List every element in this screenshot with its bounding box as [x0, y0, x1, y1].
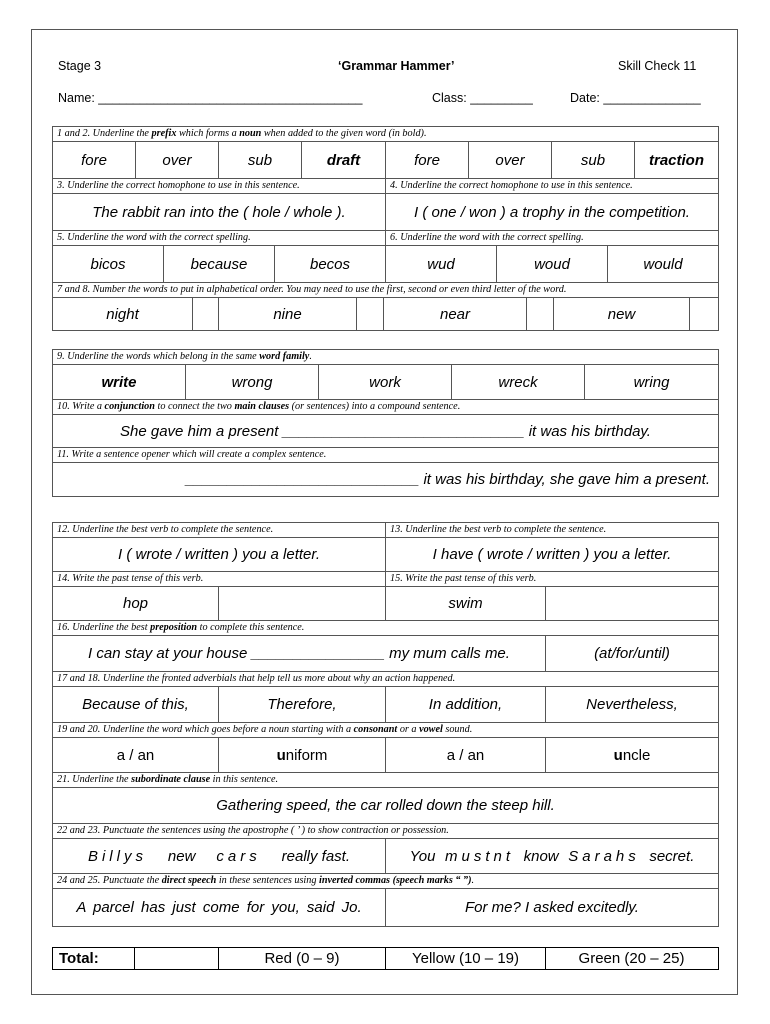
- number-box[interactable]: [527, 298, 554, 330]
- section-2: [52, 349, 719, 497]
- question-16-prompt: 16. Underline the best preposition to complete this sentence.: [53, 621, 718, 636]
- apostrophe-sentence-1[interactable]: Billys new cars really fast.: [53, 839, 386, 873]
- question-7-8-prompt: 7 and 8. Number the words to put in alphabetical order. You may need to use the first, second or even third letter of the word.: [53, 283, 718, 298]
- question-10-prompt: 10. Write a conjunction to connect the two main clauses (or sentences) into a compound sentence.: [53, 400, 718, 415]
- spelling-row: [53, 246, 718, 283]
- question-9-prompt: 9. Underline the words which belong in the same word family .: [53, 350, 718, 365]
- word-option[interactable]: sub: [552, 142, 635, 178]
- preposition-options[interactable]: (at/for/until): [594, 645, 670, 662]
- adverbial-option[interactable]: Because of this,: [53, 687, 219, 722]
- opener-row: [53, 463, 718, 496]
- name-field[interactable]: Name: ______________________________________: [58, 91, 363, 105]
- opener-sentence[interactable]: ____________________________ it was his birthday, she gave him a present.: [185, 471, 710, 488]
- word-option[interactable]: fore: [386, 142, 469, 178]
- question-14-15-prompt: 14. Write the past tense of this verb. 15. Write the past tense of this verb.: [53, 572, 718, 587]
- speech-sentence-2[interactable]: For me? I asked excitedly.: [465, 899, 639, 916]
- question-5-6-prompt: 5. Underline the word with the correct spelling. 6. Underline the word with the correct spelling.: [53, 231, 718, 246]
- verb-sentence-2[interactable]: I have ( wrote / written ) you a letter.: [432, 546, 672, 563]
- past-tense-row: [53, 587, 718, 621]
- verb-row: [53, 538, 718, 572]
- alphabetical-row: [53, 298, 718, 330]
- homophone-sentence-1[interactable]: The rabbit ran into the ( hole / whole ).: [53, 194, 386, 230]
- article-row: [53, 738, 718, 773]
- total-row: [52, 947, 719, 970]
- question-22-23-prompt: 22 and 23. Punctuate the sentences using the apostrophe ( ’ ) to show contraction or possession.: [53, 824, 718, 839]
- adverbial-row: [53, 687, 718, 723]
- word-option[interactable]: wreck: [452, 365, 585, 399]
- number-box[interactable]: [690, 298, 718, 330]
- apostrophe-sentence-2[interactable]: You mustnt know Sarahs secret.: [409, 847, 695, 865]
- word-option[interactable]: wring: [633, 373, 670, 391]
- section-1: [52, 126, 719, 331]
- word-option[interactable]: would: [643, 255, 683, 273]
- total-score-box[interactable]: [135, 948, 219, 969]
- question-17-18-prompt: 17 and 18. Underline the fronted adverbials that help tell us more about why an action happened.: [53, 672, 718, 687]
- word: night: [53, 298, 193, 330]
- yellow-band: Yellow (10 – 19): [386, 948, 546, 969]
- word-option[interactable]: becos: [275, 246, 386, 282]
- word-option[interactable]: over: [469, 142, 552, 178]
- verb-word: swim: [386, 587, 546, 620]
- question-3-4-prompt: 3. Underline the correct homophone to use in this sentence. 4. Underline the correct homophone to use in this sentence.: [53, 179, 718, 194]
- worksheet-title: ‘Grammar Hammer’: [338, 59, 455, 73]
- speech-sentence-1[interactable]: A parcel has just come for you, said Jo.: [53, 889, 386, 926]
- adverbial-option[interactable]: In addition,: [386, 687, 546, 722]
- question-21-prompt: 21. Underline the subordinate clause in this sentence.: [53, 773, 718, 788]
- article-choice[interactable]: a / an: [53, 738, 219, 772]
- adverbial-option[interactable]: Therefore,: [219, 687, 386, 722]
- answer-box[interactable]: [546, 587, 718, 620]
- red-band: Red (0 – 9): [219, 948, 386, 969]
- word-option[interactable]: fore: [53, 142, 136, 178]
- word-option[interactable]: because: [164, 246, 275, 282]
- word-option[interactable]: woud: [497, 246, 608, 282]
- bold-word: draft: [302, 142, 386, 178]
- bold-word: traction: [648, 151, 704, 169]
- question-24-25-prompt: 24 and 25. Punctuate the direct speech in these sentences using inverted commas (speech marks “ ”) .: [53, 874, 718, 889]
- date-field[interactable]: Date: ______________: [570, 91, 701, 105]
- skill-check-label: Skill Check 11: [618, 59, 697, 73]
- adverbial-option[interactable]: Nevertheless,: [586, 696, 678, 713]
- speech-row: [53, 889, 718, 926]
- word-option[interactable]: over: [136, 142, 219, 178]
- homophone-row: [53, 194, 718, 231]
- clause-sentence[interactable]: Gathering speed, the car rolled down the steep hill.: [216, 797, 555, 814]
- word-option[interactable]: wrong: [186, 365, 319, 399]
- apostrophe-row: [53, 839, 718, 874]
- question-1-2-prompt: 1 and 2. Underline the prefix which forms a noun when added to the given word (in bold).: [53, 127, 718, 142]
- word-option[interactable]: wud: [386, 246, 497, 282]
- total-label: Total:: [53, 948, 135, 969]
- word: near: [384, 298, 527, 330]
- word: nine: [219, 298, 357, 330]
- question-12-13-prompt: 12. Underline the best verb to complete the sentence. 13. Underline the best verb to complete the sentence.: [53, 523, 718, 538]
- answer-box[interactable]: [219, 587, 386, 620]
- noun-word: u niform: [219, 738, 386, 772]
- preposition-row: [53, 636, 718, 672]
- number-box[interactable]: [357, 298, 384, 330]
- prefix-row: [53, 142, 718, 179]
- word-option[interactable]: bicos: [53, 246, 164, 282]
- root-word: write: [53, 365, 186, 399]
- green-band: Green (20 – 25): [578, 950, 685, 967]
- noun-word: u ncle: [613, 746, 651, 764]
- preposition-sentence[interactable]: I can stay at your house ________________ my mum calls me.: [53, 636, 546, 671]
- homophone-sentence-2[interactable]: I ( one / won ) a trophy in the competition.: [414, 203, 690, 221]
- clause-row: [53, 788, 718, 824]
- stage-label: Stage 3: [58, 59, 102, 73]
- conjunction-row: [53, 415, 718, 448]
- question-11-prompt: 11. Write a sentence opener which will create a complex sentence.: [53, 448, 718, 463]
- verb-sentence-1[interactable]: I ( wrote / written ) you a letter.: [53, 538, 386, 571]
- word: new: [554, 298, 690, 330]
- question-19-20-prompt: 19 and 20. Underline the word which goes before a noun starting with a consonant or a vowel sound.: [53, 723, 718, 738]
- word-option[interactable]: work: [319, 365, 452, 399]
- conjunction-sentence[interactable]: She gave him a present _____________________________ it was his birthday.: [120, 422, 651, 440]
- word-family-row: [53, 365, 718, 400]
- class-field[interactable]: Class: _________: [432, 91, 533, 105]
- article-choice[interactable]: a / an: [386, 738, 546, 772]
- verb-word: hop: [53, 587, 219, 620]
- number-box[interactable]: [193, 298, 219, 330]
- word-option[interactable]: sub: [219, 142, 302, 178]
- section-3: [52, 522, 719, 927]
